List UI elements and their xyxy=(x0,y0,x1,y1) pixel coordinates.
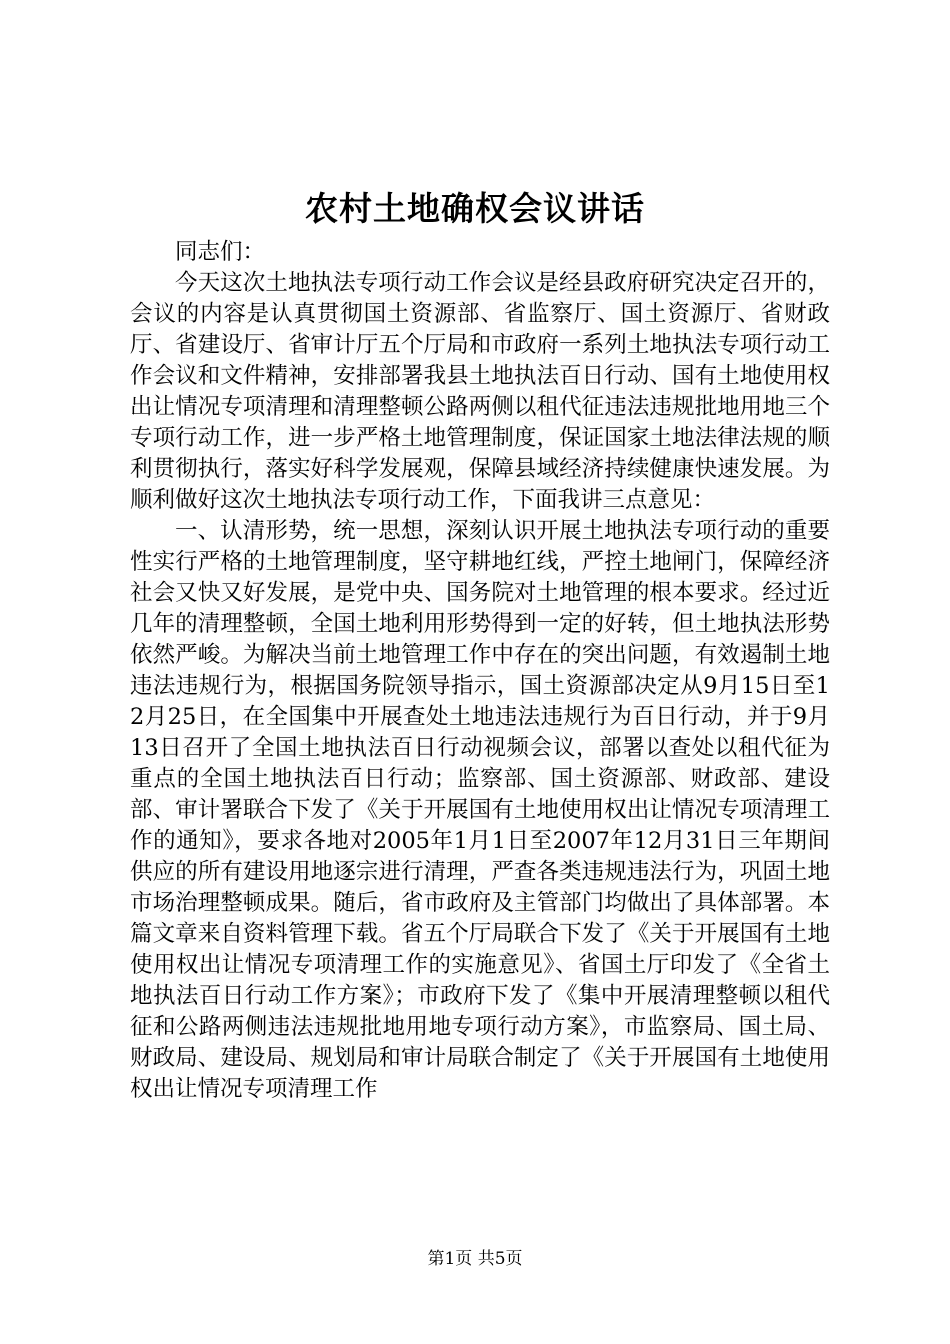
paragraph-2: 一、认清形势，统一思想，深刻认识开展土地执法专项行动的重要性实行严格的土地管理制度，坚守耕地红线，严控土地闸门，保障经济社会又快又好发展，是党中央、国务院对土地管理的根本要求。经过近几年的清理整顿，全国土地利用形势得到一定的好转，但土地执法形势依然严峻。为解决当前土地管理工作中存在的突出问题，有效遏制土地违法违规行为，根据国务院领导指示，国土资源部决定从9月15日至12月25日，在全国集中开展查处土地违法违规行为百日行动，并于9月13日召开了全国土地执法百日行动视频会议，部署以查处以租代征为重点的全国土地执法百日行动；监察部、国土资源部、财政部、建设部、审计署联合下发了《关于开展国有土地使用权出让情况专项清理工作的通知》，要求各地对2005年1月1日至2007年12月31日三年期间供应的所有建设用地逐宗进行清理，严查各类违规违法行为，巩固土地市场治理整顿成果。随后，省市政府及主管部门均做出了具体部署。本篇文章来自资料管理下载。省五个厅局联合下发了《关于开展国有土地使用权出让情况专项清理工作的实施意见》、省国土厅印发了《全省土地执法百日行动工作方案》；市政府下发了《集中开展清理整顿以租代征和公路两侧违法违规批地用地专项行动方案》，市监察局、国土局、财政局、建设局、规划局和审计局联合制定了《关于开展国有土地使用权出让情况专项清理工作 xyxy=(130,518,830,1102)
document-title: 农村土地确权会议讲话 xyxy=(305,189,645,228)
salutation: 同志们： xyxy=(175,239,266,265)
page-number: 第1页 共5页 xyxy=(427,1249,523,1269)
document-body xyxy=(130,237,830,1105)
paragraph-1: 今天这次土地执法专项行动工作会议是经县政府研究决定召开的，会议的内容是认真贯彻国土资源部、省监察厅、国土资源厅、省财政厅、省建设厅、省审计厅五个厅局和市政府一系列土地执法专项行动工作会议和文件精神，安排部署我县土地执法百日行动、国有土地使用权出让情况专项清理和清理整顿公路两侧以租代征违法违规批地用地三个专项行动工作，进一步严格土地管理制度，保证国家土地法律法规的顺利贯彻执行，落实好科学发展观，保障县域经济持续健康快速发展。为顺利做好这次土地执法专项行动工作，下面我讲三点意见： xyxy=(130,270,830,513)
